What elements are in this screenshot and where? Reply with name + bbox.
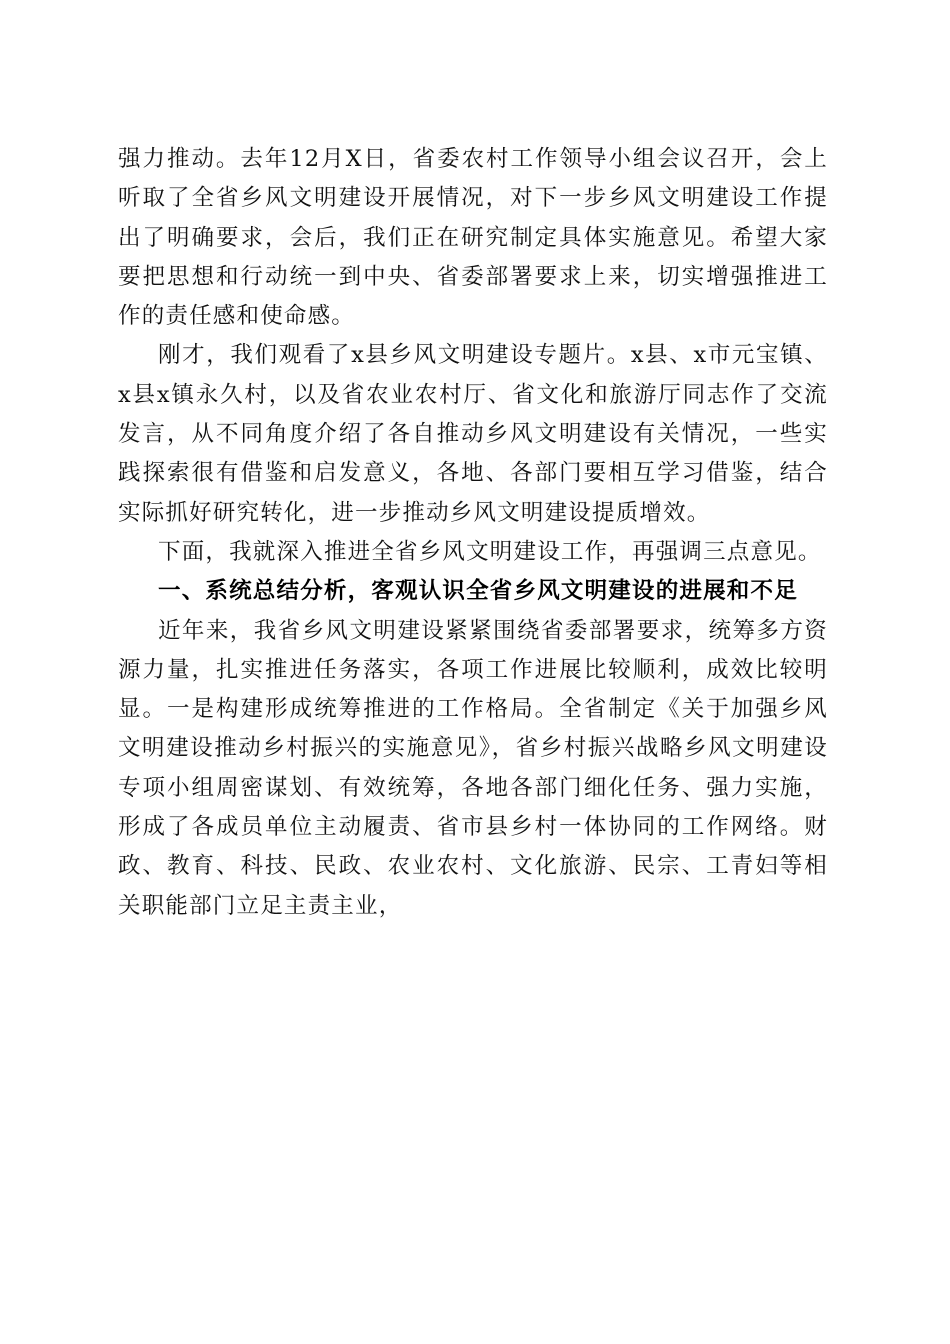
section-heading-one: 一、系统总结分析，客观认识全省乡风文明建设的进展和不足	[158, 578, 798, 605]
paragraph-recent-progress: 近年来，我省乡风文明建设紧紧围绕省委部署要求，统筹多方资源力量，扎实推进任务落实，各项工作进展比较顺利，成效比较明显。一是构建形成统筹推进的工作格局。全省制定《关于加强乡风文明建设推动乡村振兴的实施意见》，省乡村振兴战略乡风文明建设专项小组周密谋划、有效统筹，各地各部门细化任务、强力实施，形成了各成员单位主动履责、省市县乡村一体协同的工作网络。财政、教育、科技、民政、农业农村、文化旅游、民宗、工青妇等相关职能部门立足主责主业，	[118, 617, 828, 919]
paragraph-continuation: 强力推动。去年12月X日，省委农村工作领导小组会议召开，会上听取了全省乡风文明建设开展情况，对下一步乡风文明建设工作提出了明确要求，会后，我们正在研究制定具体实施意见。希望大家要把思想和行动统一到中央、省委部署要求上来，切实增强推进工作的责任感和使命感。	[118, 146, 828, 330]
paragraph-exchange-speeches: 刚才，我们观看了x县乡风文明建设专题片。x县、x市元宝镇、x县x镇永久村，以及省农业农村厅、省文化和旅游厅同志作了交流发言，从不同角度介绍了各自推动乡风文明建设有关情况，一些实践探索很有借鉴和启发意义，各地、各部门要相互学习借鉴，结合实际抓好研究转化，进一步推动乡风文明建设提质增效。	[118, 342, 828, 526]
document-body	[118, 140, 828, 926]
paragraph-three-points-intro: 下面，我就深入推进全省乡风文明建设工作，再强调三点意见。	[158, 538, 822, 565]
